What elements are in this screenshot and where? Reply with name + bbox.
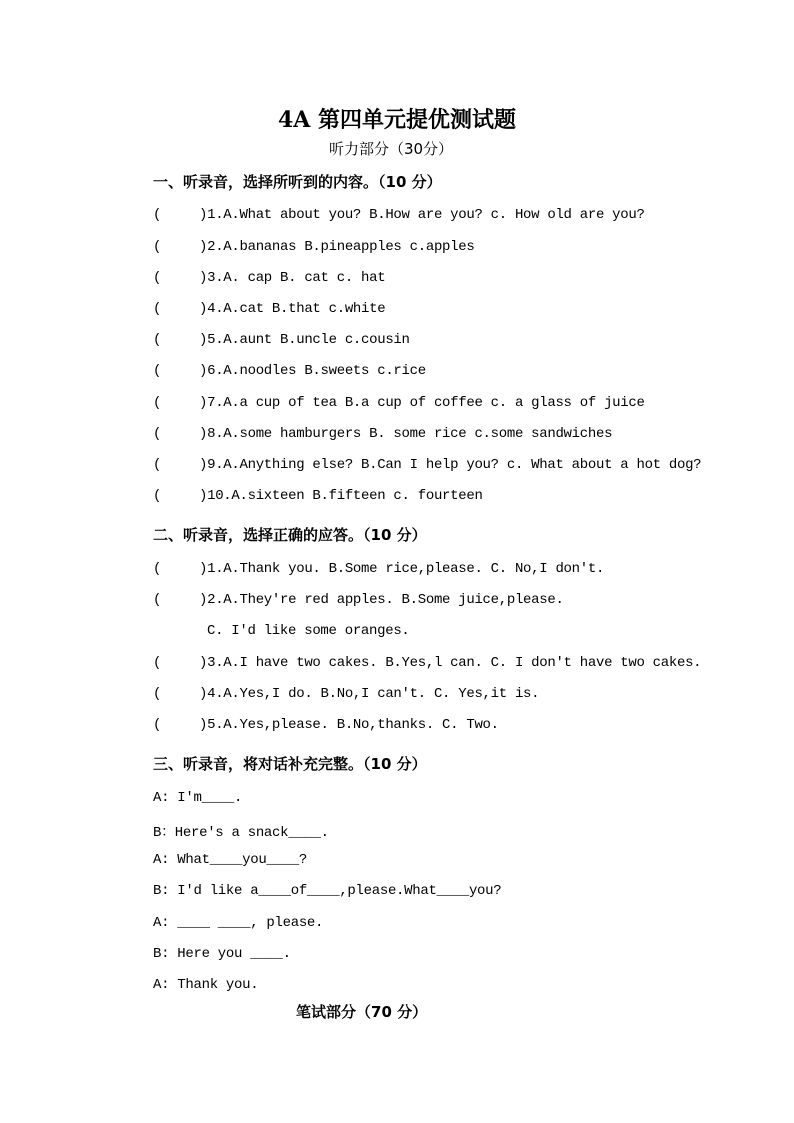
question-line (153, 207, 645, 223)
question-text: )6.A.noodles B.sweets c.rice (199, 363, 426, 379)
answer-bracket: ( (153, 239, 162, 255)
answer-bracket: ( (153, 592, 162, 608)
answer-bracket: ( (153, 561, 162, 577)
question-line (153, 239, 474, 255)
question-text: )1.A.What about you? B.How are you? c. How old are you? (199, 207, 645, 223)
question-text: )5.A.aunt B.uncle c.cousin (199, 332, 410, 348)
question-text: )2.A.bananas B.pineapples c.apples (199, 239, 475, 255)
section-1-heading: 一、听录音，选择所听到的内容。（10 分） (153, 173, 442, 191)
question-line (153, 270, 385, 286)
answer-bracket: ( (153, 426, 162, 442)
dialogue-line: B: Here you ____. (153, 946, 291, 962)
dialogue-line: B: I'd like a____of____,please.What____you? (153, 883, 502, 899)
answer-bracket: ( (153, 301, 162, 317)
answer-bracket: ( (153, 207, 162, 223)
dialogue-line: A: I'm____. (153, 790, 243, 806)
question-line (153, 395, 645, 411)
section-2-heading: 二、听录音，选择正确的应答。（10 分） (153, 526, 427, 544)
answer-bracket: ( (153, 270, 162, 286)
answer-bracket: ( (153, 655, 162, 671)
question-text: )4.A.Yes,I do. B.No,I can't. C. Yes,it is. (199, 686, 540, 702)
question-line (153, 457, 701, 473)
answer-bracket: ( (153, 395, 162, 411)
written-part-heading: 笔试部分（70 分） (296, 1003, 428, 1021)
question-text: )5.A.Yes,please. B.No,thanks. C. Two. (199, 717, 499, 733)
question-text: )8.A.some hamburgers B. some rice c.some sandwiches (199, 426, 613, 442)
dialogue-line: A: ____ ____, please. (153, 915, 324, 931)
dialogue-line: A: Thank you. (153, 977, 259, 993)
question-line (153, 488, 483, 504)
answer-bracket: ( (153, 717, 162, 733)
question-line (153, 655, 701, 671)
page-title: 4A 第四单元提优测试题 (277, 107, 517, 133)
question-line (153, 561, 604, 577)
question-continuation: C. I'd like some oranges. (207, 623, 410, 639)
question-text: )10.A.sixteen B.fifteen c. fourteen (199, 488, 483, 504)
question-line (153, 717, 499, 733)
dialogue-line: A: What____you____? (153, 852, 307, 868)
question-line (153, 426, 612, 442)
section-3-heading: 三、听录音，将对话补充完整。（10 分） (153, 755, 427, 773)
question-text: )4.A.cat B.that c.white (199, 301, 386, 317)
question-line (153, 301, 385, 317)
question-text: )7.A.a cup of tea B.a cup of coffee c. a glass of juice (199, 395, 645, 411)
question-line (153, 592, 564, 608)
question-text: )2.A.They're red apples. B.Some juice,please. (199, 592, 564, 608)
question-text: )1.A.Thank you. B.Some rice,please. C. No,I don't. (199, 561, 605, 577)
answer-bracket: ( (153, 488, 162, 504)
page-subtitle: 听力部分（30分） (328, 140, 454, 158)
question-line (153, 363, 426, 379)
question-line (153, 332, 410, 348)
answer-bracket: ( (153, 457, 162, 473)
question-text: )9.A.Anything else? B.Can I help you? c. What about a hot dog? (199, 457, 702, 473)
dialogue-line: B：Here's a snack____. (153, 825, 329, 841)
answer-bracket: ( (153, 332, 162, 348)
question-text: )3.A.I have two cakes. B.Yes,l can. C. I don't have two cakes. (199, 655, 702, 671)
answer-bracket: ( (153, 363, 162, 379)
answer-bracket: ( (153, 686, 162, 702)
question-line (153, 686, 539, 702)
question-text: )3.A. cap B. cat c. hat (199, 270, 386, 286)
